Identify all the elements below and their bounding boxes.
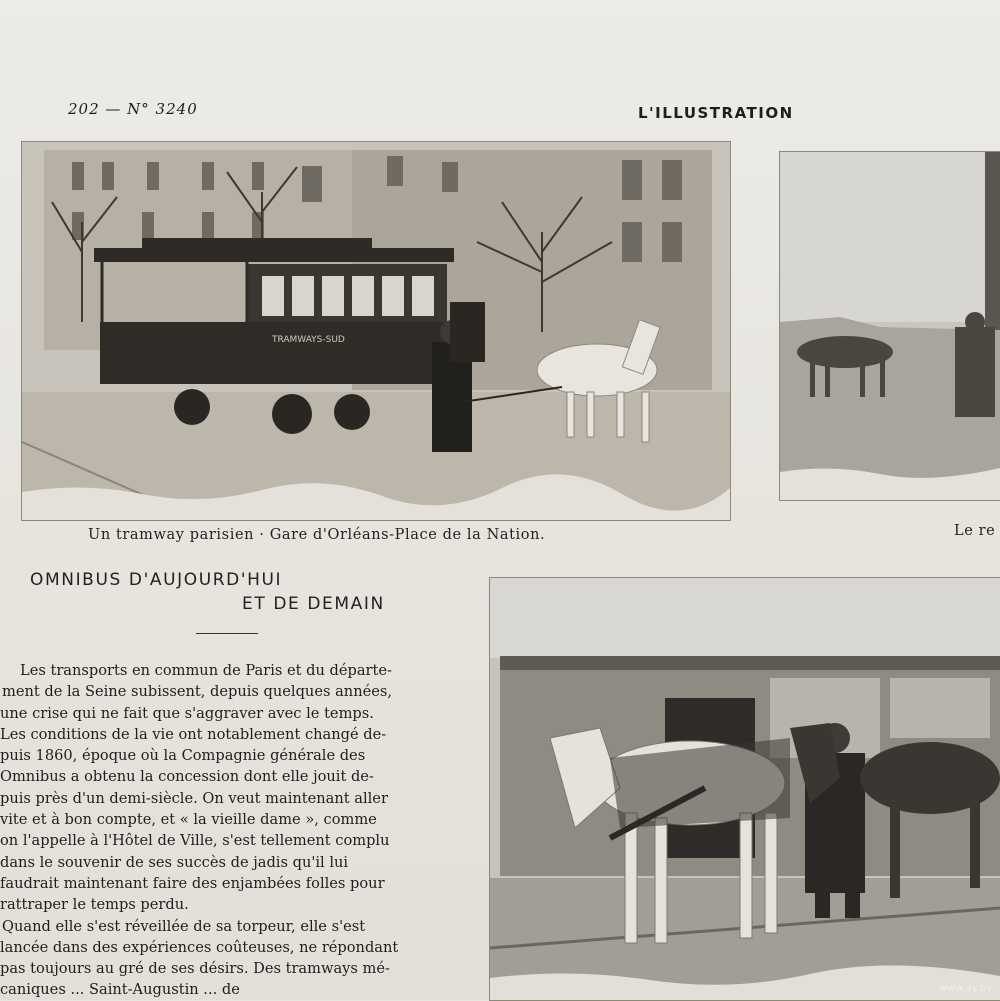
tram-sign-text: TRAMWAYS-SUD: [272, 335, 345, 345]
body-line: Les conditions de la vie ont notablement changé de-: [0, 725, 387, 743]
body-line: pas toujours au gré de ses désirs. Des tramways mé-: [0, 960, 390, 978]
page-number-issue: 202 — N° 3240: [68, 100, 198, 118]
article-title-line2: ET DE DEMAIN: [242, 594, 385, 614]
tramway-photo-caption: Un tramway parisien · Gare d'Orléans-Place de la Nation.: [88, 527, 546, 543]
body-line: Les transports en commun de Paris et du départe-: [20, 662, 392, 679]
body-line: vite et à bon compte, et « la vieille dame », comme: [0, 811, 377, 829]
body-line: Quand elle s'est réveillée de sa torpeur, elle s'est: [2, 917, 366, 935]
body-line: dans le souvenir de ses succès de jadis qu'il lui: [0, 853, 349, 871]
body-line: puis près d'un demi-siècle. On veut maintenant aller: [0, 789, 388, 807]
article-body: [0, 660, 455, 1001]
horses-driver-photo: [490, 578, 1000, 1000]
right-photo-caption-partial: Le re: [954, 523, 996, 539]
horses-street-photo-partial: [780, 152, 1000, 500]
body-line: Omnibus a obtenu la concession dont elle jouit de-: [0, 768, 374, 786]
masthead-title: L'ILLUSTRATION: [638, 104, 794, 122]
body-line: faudrait maintenant faire des enjambées folles pour: [0, 874, 385, 892]
tramway-photo: [22, 142, 730, 520]
article-title-line1: OMNIBUS D'AUJOURD'HUI: [30, 570, 283, 590]
title-divider: [196, 633, 258, 634]
body-line: une crise qui ne fait que s'aggraver avec le temps.: [0, 704, 374, 722]
body-line: puis 1860, époque où la Compagnie générale des: [0, 747, 366, 765]
body-line: lancée dans des expériences coûteuses, ne répondant: [0, 938, 399, 956]
watermark-text: www.ay.by: [939, 983, 992, 994]
body-line: on l'appelle à l'Hôtel de Ville, s'est tellement complu: [0, 832, 390, 850]
body-line: caniques ... Saint-Augustin ... de: [0, 981, 240, 999]
body-line: rattraper le temps perdu.: [0, 896, 189, 914]
body-line: ment de la Seine subissent, depuis quelques années,: [2, 683, 392, 701]
